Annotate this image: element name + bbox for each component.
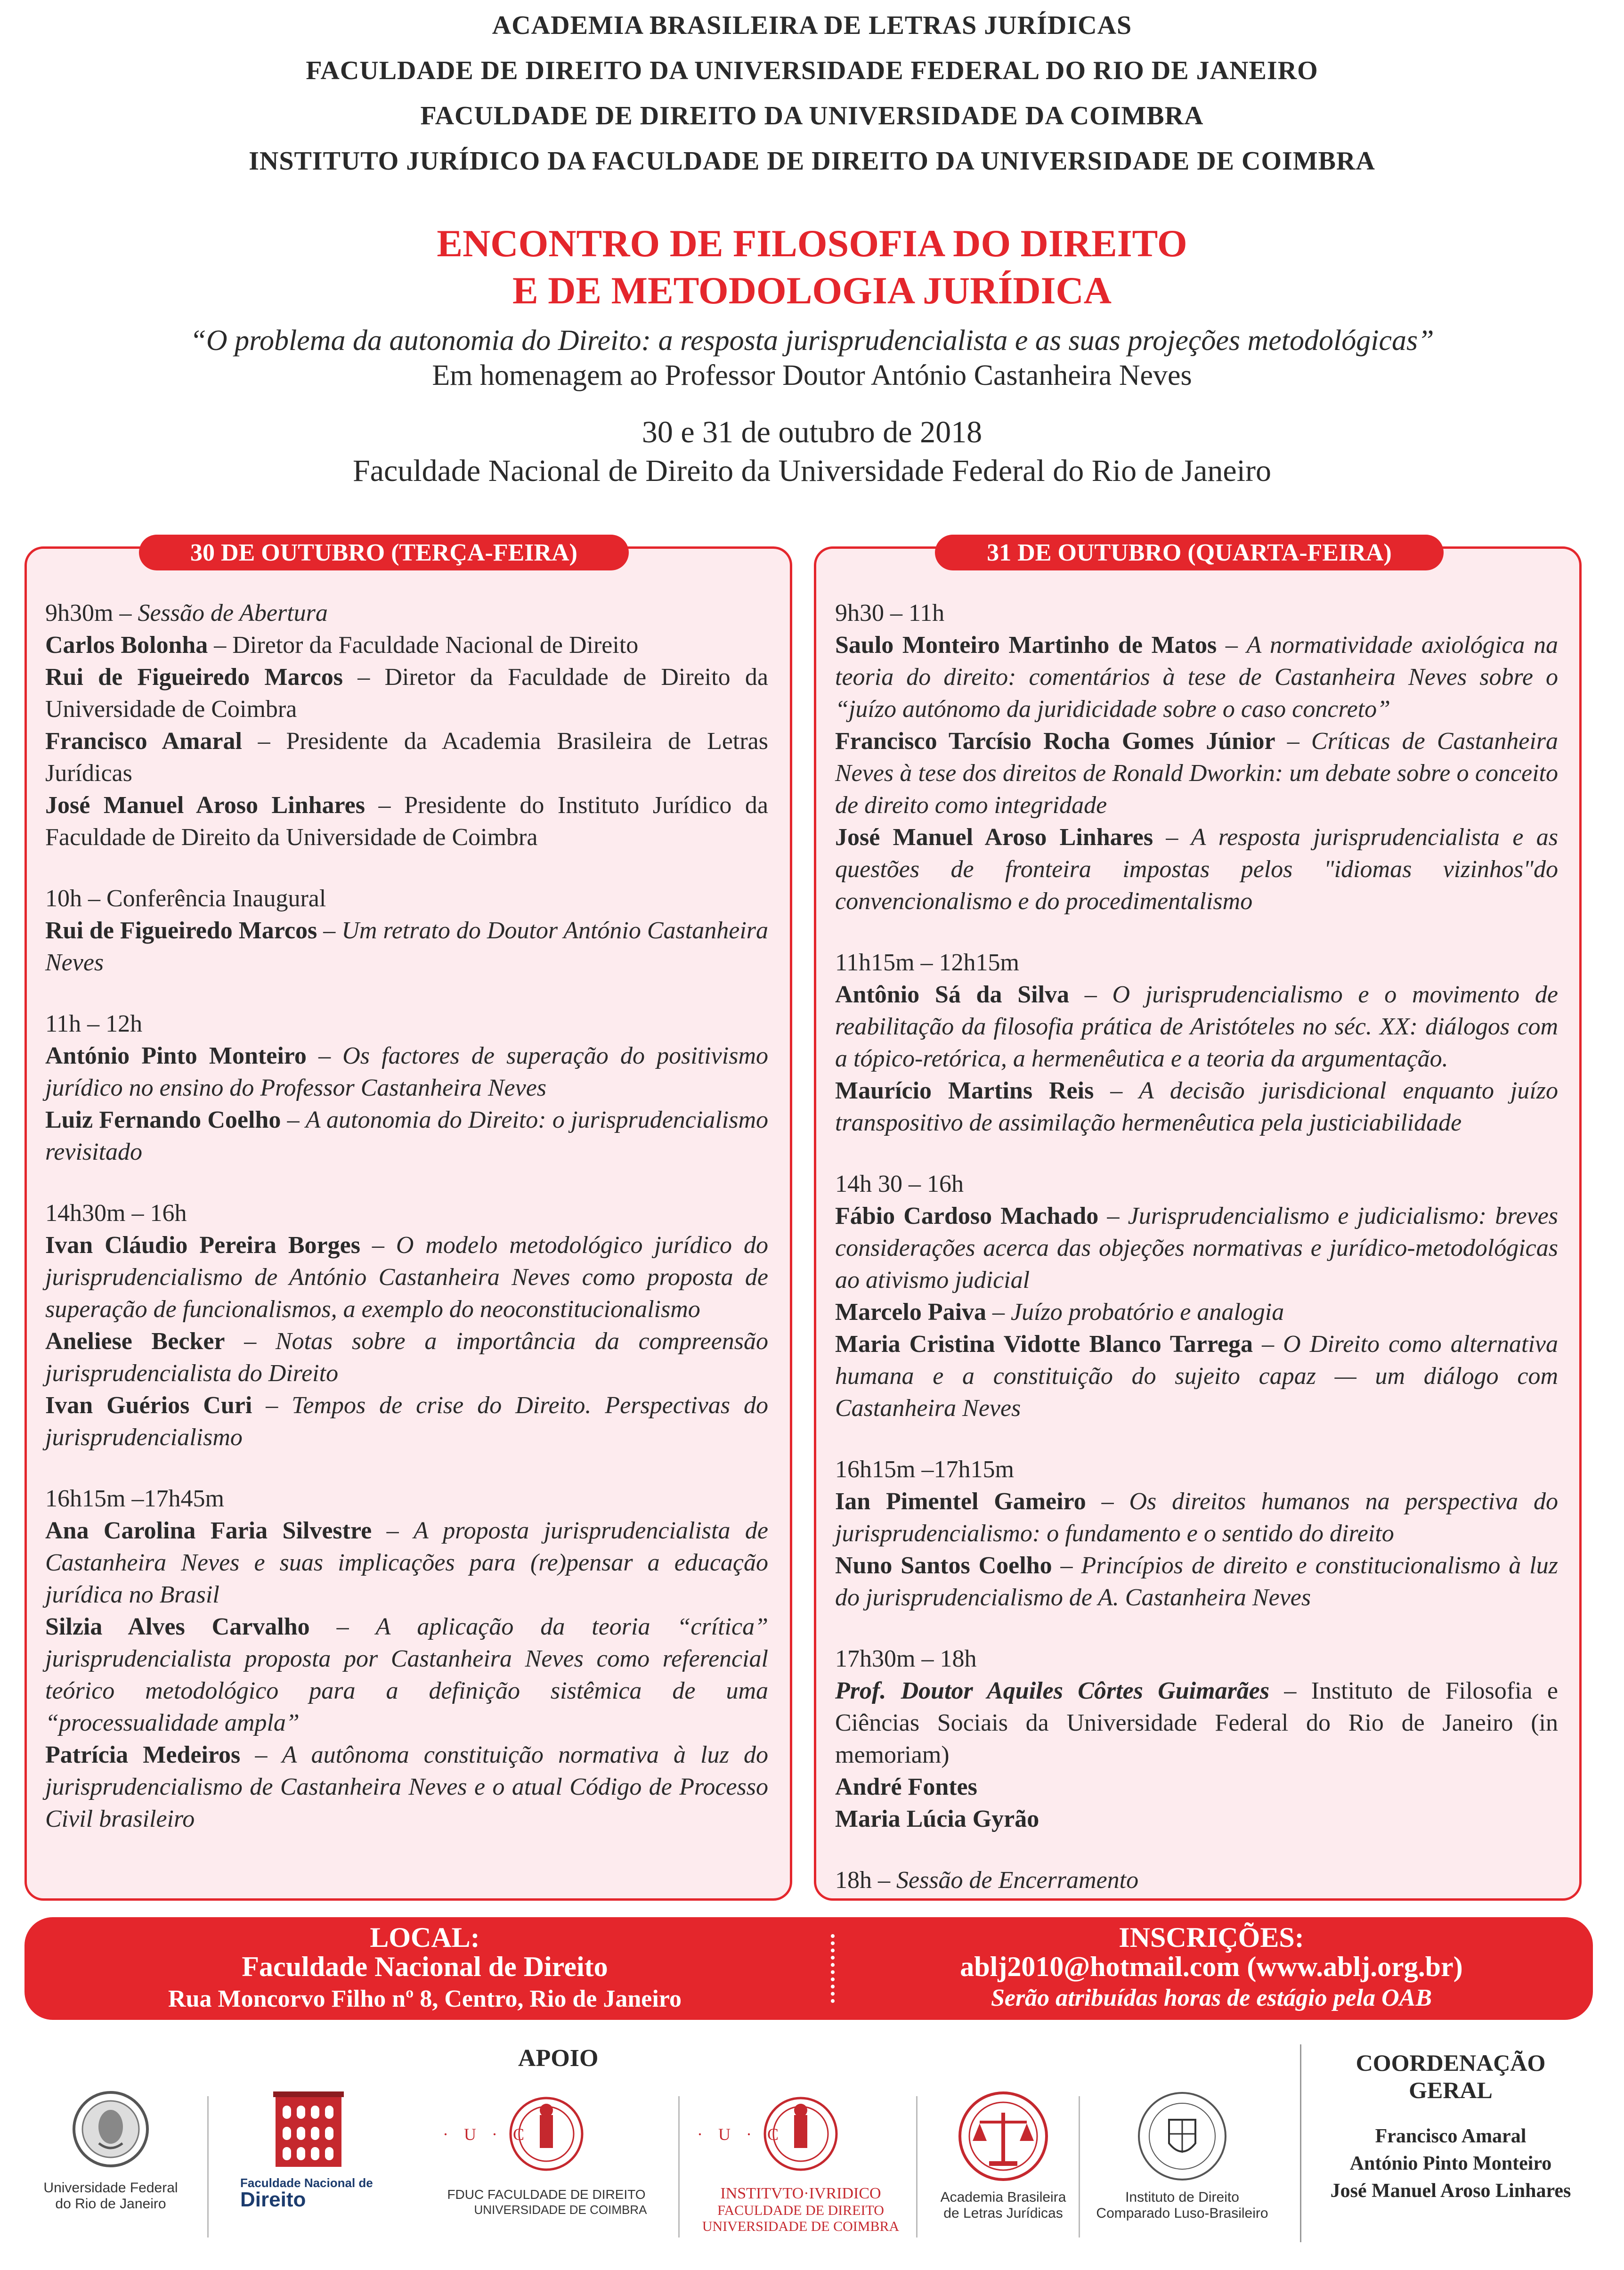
speaker-name: Marcelo Paiva — [835, 1299, 987, 1326]
fnd-caption-1: Faculdade Nacional de — [240, 2176, 373, 2190]
speaker-name: Aneliese Becker — [45, 1328, 225, 1355]
talk-title: Os factores de superação do positivismo jurídico no ensino do Professor Castanheira Neves — [45, 1042, 768, 1101]
speaker-name: Nuno Santos Coelho — [835, 1552, 1052, 1579]
local-name: Faculdade Nacional de Direito — [242, 1951, 608, 1982]
talk-entry — [835, 725, 1558, 822]
speaker-role: Presidente do Instituto Jurídico da Faculdade de Direito da Universidade de Coimbra — [45, 792, 768, 851]
talk-entry — [835, 629, 1558, 725]
session-time — [45, 1197, 768, 1229]
speaker-role: Diretor da Faculdade Nacional de Direito — [232, 632, 639, 659]
separator: – — [1069, 981, 1112, 1008]
session-time — [45, 883, 768, 915]
talk-entry — [45, 915, 768, 979]
talk-entry — [45, 629, 768, 661]
separator: – — [208, 632, 233, 659]
speaker-name: Ivan Guérios Curi — [45, 1392, 252, 1419]
separator: – — [986, 1299, 1011, 1326]
speaker-name: Ian Pimentel Gameiro — [835, 1488, 1086, 1515]
ablj-caption-1: Academia Brasileira — [940, 2189, 1066, 2205]
session-time-text: 16h15m –17h45m — [45, 1485, 224, 1512]
fduc-uc-letters: · U · C · — [443, 2125, 551, 2144]
talk-entry — [45, 1104, 768, 1168]
coordinator-name: Francisco Amaral — [1375, 2125, 1527, 2147]
separator: – — [252, 1392, 292, 1419]
separator: – — [1086, 1488, 1129, 1515]
speaker-name: Saulo Monteiro Martinho de Matos — [835, 632, 1217, 659]
talk-entry — [835, 822, 1558, 918]
session-time — [835, 1454, 1558, 1486]
talk-title: O jurisprudencialismo e o movimento de reabilitação da filosofia prática de Aristóteles no séc. XX: diálogos com a tópico-retórica, a hermenêutica e a teoria da argumentação. — [835, 981, 1559, 1072]
ufrj-caption-2: do Rio de Janeiro — [55, 2196, 166, 2212]
talk-title: Os direitos humanos na perspectiva do jurisprudencialismo: o fundamento e o sentido do direito — [835, 1488, 1558, 1547]
talk-entry — [835, 1486, 1558, 1550]
talk-entry — [835, 979, 1558, 1075]
speaker-name: Fábio Cardoso Machado — [835, 1203, 1099, 1229]
ij-uc-letters: · U · C · — [697, 2125, 805, 2144]
event-title-line-2: E DE METODOLOGIA JURÍDICA — [512, 269, 1112, 312]
speaker-name: Prof. Doutor Aquiles Côrtes Guimarães — [835, 1677, 1270, 1704]
ij-caption-2: FACULDADE DE DIREITO — [717, 2203, 884, 2218]
separator: – — [309, 1613, 376, 1640]
talk-entry — [45, 1390, 768, 1454]
talk-entry — [45, 789, 768, 854]
talk-entry — [835, 1803, 1558, 1835]
speaker-name: António Pinto Monteiro — [45, 1042, 307, 1069]
talk-title: A autonomia do Direito: o jurisprudencialismo revisitado — [45, 1107, 769, 1165]
speaker-name: Rui de Figueiredo Marcos — [45, 664, 343, 691]
separator: – — [1052, 1552, 1081, 1579]
separator: – — [281, 1107, 306, 1133]
ufrj-caption-1: Universidade Federal — [43, 2180, 178, 2196]
event-dates: 30 e 31 de outubro de 2018 — [641, 415, 983, 449]
ij-caption-3: UNIVERSIDADE DE COIMBRA — [702, 2219, 900, 2234]
bar-divider — [831, 1934, 839, 2003]
talk-entry — [45, 1229, 768, 1326]
event-title-line-1: ENCONTRO DE FILOSOFIA DO DIREITO — [437, 222, 1187, 265]
block-spacer — [45, 979, 768, 1008]
ablj-caption-2: de Letras Jurídicas — [943, 2205, 1063, 2221]
session-time — [835, 1168, 1558, 1200]
session-title: Sessão de Encerramento — [896, 1867, 1139, 1894]
day1-schedule — [45, 597, 768, 1835]
speaker-name: Maria Lúcia Gyrão — [835, 1806, 1039, 1832]
idclb-seal-icon — [1135, 2087, 1229, 2186]
speaker-name: Francisco Amaral — [45, 728, 242, 755]
speaker-name: Silzia Alves Carvalho — [45, 1613, 310, 1640]
local-label: LOCAL: — [370, 1922, 480, 1953]
ufrj-seal-icon — [71, 2087, 151, 2176]
session-time-text: 9h30m – — [45, 600, 138, 626]
info-bar — [24, 1917, 1593, 2020]
ij-caption-1: INSTITVTO·IVRIDICO — [720, 2185, 881, 2202]
session-time — [835, 597, 1558, 629]
separator: – — [240, 1741, 282, 1768]
speaker-name: André Fontes — [835, 1774, 977, 1800]
block-spacer — [835, 918, 1558, 947]
block-spacer — [835, 1424, 1558, 1454]
separator: – — [306, 1042, 343, 1069]
talk-entry — [835, 1675, 1558, 1771]
day2-label: 31 DE OUTUBRO (QUARTA-FEIRA) — [935, 535, 1444, 570]
session-time-text: 16h15m –17h15m — [835, 1456, 1014, 1483]
separator: – — [225, 1328, 276, 1355]
session-time-text: 14h 30 – 16h — [835, 1171, 964, 1197]
talk-title: O modelo metodológico jurídico do jurisprudencialismo de António Castanheira Neves como proposta de superação de funcionalismos, a exemplo do neoconstitucionalismo — [45, 1232, 769, 1323]
talk-title: Um retrato do Doutor António Castanheira Neves — [45, 917, 768, 976]
separator: – — [242, 728, 286, 755]
session-time — [45, 1483, 768, 1515]
talk-title: Notas sobre a importância da compreensão jurisprudencialista do Direito — [45, 1328, 768, 1387]
block-spacer — [45, 1454, 768, 1483]
speaker-name: Patrícia Medeiros — [45, 1741, 241, 1768]
separator: – — [360, 1232, 396, 1259]
talk-entry — [45, 1040, 768, 1104]
separator: – — [1269, 1677, 1311, 1704]
talk-entry — [45, 1739, 768, 1835]
coordinator-name: José Manuel Aroso Linhares — [1330, 2180, 1571, 2202]
idclb-logo — [1083, 2087, 1281, 2242]
logo-divider — [207, 2096, 209, 2237]
speaker-name: Francisco Tarcísio Rocha Gomes Júnior — [835, 728, 1275, 755]
separator: – — [1275, 728, 1311, 755]
talk-title: Críticas de Castanheira Neves à tese dos direitos de Ronald Dworkin: um debate sobre o conceito de direito como integridade — [835, 728, 1558, 819]
talk-title: A proposta jurisprudencialista de Castanheira Neves e suas implicações para (re)pensar a educação jurídica no Brasil — [45, 1517, 768, 1608]
event-venue: Faculdade Nacional de Direito da Universidade Federal do Rio de Janeiro — [353, 454, 1271, 488]
ij-logo — [688, 2087, 914, 2242]
session-title: Sessão de Abertura — [138, 600, 328, 626]
speaker-role: Instituto de Filosofia e Ciências Sociais da Universidade Federal do Rio de Janeiro (in memoriam) — [835, 1677, 1559, 1768]
talk-title: A aplicação da teoria “crítica” jurisprudencialista proposta por Castanheira Neves como referencial teórico metodológico para a definição sistêmica de uma “processualidade ampla” — [45, 1613, 768, 1736]
talk-title: A resposta jurisprudencialista e as questões de fronteira impostas pelos "idiomas vizinhos"do convencionalismo e do procedimentalismo — [835, 824, 1558, 915]
event-homage: Em homenagem ao Professor Doutor António Castanheira Neves — [432, 359, 1192, 391]
talk-entry — [45, 661, 768, 725]
separator: – — [1094, 1077, 1139, 1104]
talk-title: O Direito como alternativa humana e a constituição do sujeito capaz — um diálogo com Castanheira Neves — [835, 1331, 1558, 1422]
separator: – — [365, 792, 405, 819]
session-time-text: 18h – — [835, 1867, 896, 1894]
day2-schedule — [835, 597, 1558, 1896]
session-time-text: 10h – Conferência Inaugural — [45, 885, 326, 912]
speaker-role: Diretor da Faculdade de Direito da Universidade de Coimbra — [45, 664, 768, 723]
talk-entry — [45, 1611, 768, 1739]
separator: – — [1153, 824, 1191, 851]
header-line-1: ACADEMIA BRASILEIRA DE LETRAS JURÍDICAS — [492, 11, 1132, 40]
support-label: APOIO — [518, 2045, 599, 2072]
ablj-logo — [923, 2087, 1083, 2242]
block-spacer — [835, 1139, 1558, 1168]
session-time-text: 9h30 – 11h — [835, 600, 945, 626]
talk-entry — [835, 1075, 1558, 1139]
speaker-name: Carlos Bolonha — [45, 632, 208, 659]
fnd-caption-2: Direito — [240, 2188, 306, 2211]
talk-entry — [835, 1550, 1558, 1614]
talk-title: Jurisprudencialismo e judicialismo: breves considerações acerca das objeções normativas e jurídico-metodológicas ao ativismo judicial — [835, 1203, 1559, 1294]
talk-title: A normatividade axiológica na teoria do direito: comentários à tese de Castanheira Neves sobre o “juízo autónomo da juridicidade sobre o caso concreto” — [835, 632, 1559, 723]
speaker-name: Maria Cristina Vidotte Blanco Tarrega — [835, 1331, 1253, 1358]
coordination-block — [1328, 2049, 1573, 2205]
talk-entry — [45, 1515, 768, 1611]
talk-entry — [45, 1326, 768, 1390]
header-line-4: INSTITUTO JURÍDICO DA FACULDADE DE DIREITO DA UNIVERSIDADE DE COIMBRA — [249, 146, 1375, 176]
fduc-caption-2: UNIVERSIDADE DE COIMBRA — [474, 2203, 647, 2217]
idclb-caption-2: Comparado Luso-Brasileiro — [1096, 2205, 1268, 2221]
ablj-scales-icon — [956, 2087, 1050, 2186]
block-spacer — [835, 1835, 1558, 1864]
talk-title: A autônoma constituição normativa à luz do jurisprudencialismo de Castanheira Neves e o atual Código de Processo Civil brasileiro — [45, 1741, 768, 1832]
separator: – — [372, 1517, 414, 1544]
separator: – — [1217, 632, 1247, 659]
local-address: Rua Moncorvo Filho nº 8, Centro, Rio de Janeiro — [168, 1985, 682, 2012]
speaker-name: Ivan Cláudio Pereira Borges — [45, 1232, 360, 1259]
session-time-text: 11h – 12h — [45, 1010, 143, 1037]
session-time-text: 11h15m – 12h15m — [835, 949, 1019, 976]
separator: – — [342, 664, 385, 691]
talk-entry — [45, 725, 768, 789]
fduc-caption-1: FDUC FACULDADE DE DIREITO — [447, 2187, 646, 2202]
speaker-name: Maurício Martins Reis — [835, 1077, 1094, 1104]
coordinator-name: António Pinto Monteiro — [1349, 2153, 1552, 2174]
block-spacer — [45, 854, 768, 883]
session-time — [835, 1643, 1558, 1675]
speaker-name: Rui de Figueiredo Marcos — [45, 917, 317, 944]
talk-entry — [835, 1328, 1558, 1424]
separator: – — [1253, 1331, 1283, 1358]
session-time — [45, 1008, 768, 1040]
session-time — [835, 1864, 1558, 1896]
registration-label: INSCRIÇÕES: — [1119, 1922, 1304, 1953]
fnd-logo — [240, 2087, 386, 2242]
talk-entry — [835, 1200, 1558, 1296]
fnd-building-icon — [273, 2087, 344, 2169]
coordination-label-2: GERAL — [1409, 2077, 1493, 2103]
separator: – — [317, 917, 342, 944]
header-line-3: FACULDADE DE DIREITO DA UNIVERSIDADE DA COIMBRA — [420, 101, 1204, 130]
session-time — [835, 947, 1558, 979]
session-time — [45, 597, 768, 629]
registration-note: Serão atribuídas horas de estágio pela OAB — [991, 1985, 1432, 2011]
idclb-caption-1: Instituto de Direito — [1125, 2189, 1239, 2205]
separator: – — [1098, 1203, 1128, 1229]
speaker-name: José Manuel Aroso Linhares — [835, 824, 1153, 851]
block-spacer — [45, 1168, 768, 1197]
session-time-text: 14h30m – 16h — [45, 1200, 187, 1227]
talk-title: Juízo probatório e analogia — [1011, 1299, 1284, 1326]
day1-label: 30 DE OUTUBRO (TERÇA-FEIRA) — [139, 535, 629, 570]
speaker-name: Luiz Fernando Coelho — [45, 1107, 281, 1133]
talk-title: A decisão jurisdicional enquanto juízo transpositivo de assimilação hermenêutica pela justiciabilidade — [835, 1077, 1558, 1136]
registration-contact[interactable]: ablj2010@hotmail.com (www.ablj.org.br) — [960, 1951, 1463, 1982]
speaker-name: José Manuel Aroso Linhares — [45, 792, 365, 819]
session-time-text: 17h30m – 18h — [835, 1645, 977, 1672]
logo-divider — [916, 2096, 918, 2237]
logo-divider — [678, 2096, 680, 2237]
talk-title: Princípios de direito e constitucionalismo à luz do jurisprudencialismo de A. Castanheira Neves — [835, 1552, 1558, 1611]
ufrj-logo — [33, 2087, 188, 2242]
speaker-role: Presidente da Academia Brasileira de Letras Jurídicas — [45, 728, 768, 787]
talk-title: Tempos de crise do Direito. Perspectivas do jurisprudencialismo — [45, 1392, 768, 1451]
event-theme: “O problema da autonomia do Direito: a resposta jurisprudencialista e as suas projeções metodológicas” — [190, 325, 1434, 357]
block-spacer — [835, 1614, 1558, 1643]
fduc-logo — [414, 2087, 678, 2242]
talk-entry — [835, 1296, 1558, 1328]
talk-entry — [835, 1771, 1558, 1803]
coordination-label-1: COORDENAÇÃO — [1356, 2050, 1546, 2076]
speaker-name: Antônio Sá da Silva — [835, 981, 1070, 1008]
coordination-divider — [1300, 2044, 1301, 2242]
speaker-name: Ana Carolina Faria Silvestre — [45, 1517, 372, 1544]
header-line-2: FACULDADE DE DIREITO DA UNIVERSIDADE FEDERAL DO RIO DE JANEIRO — [306, 56, 1318, 85]
logo-divider — [1079, 2096, 1080, 2237]
